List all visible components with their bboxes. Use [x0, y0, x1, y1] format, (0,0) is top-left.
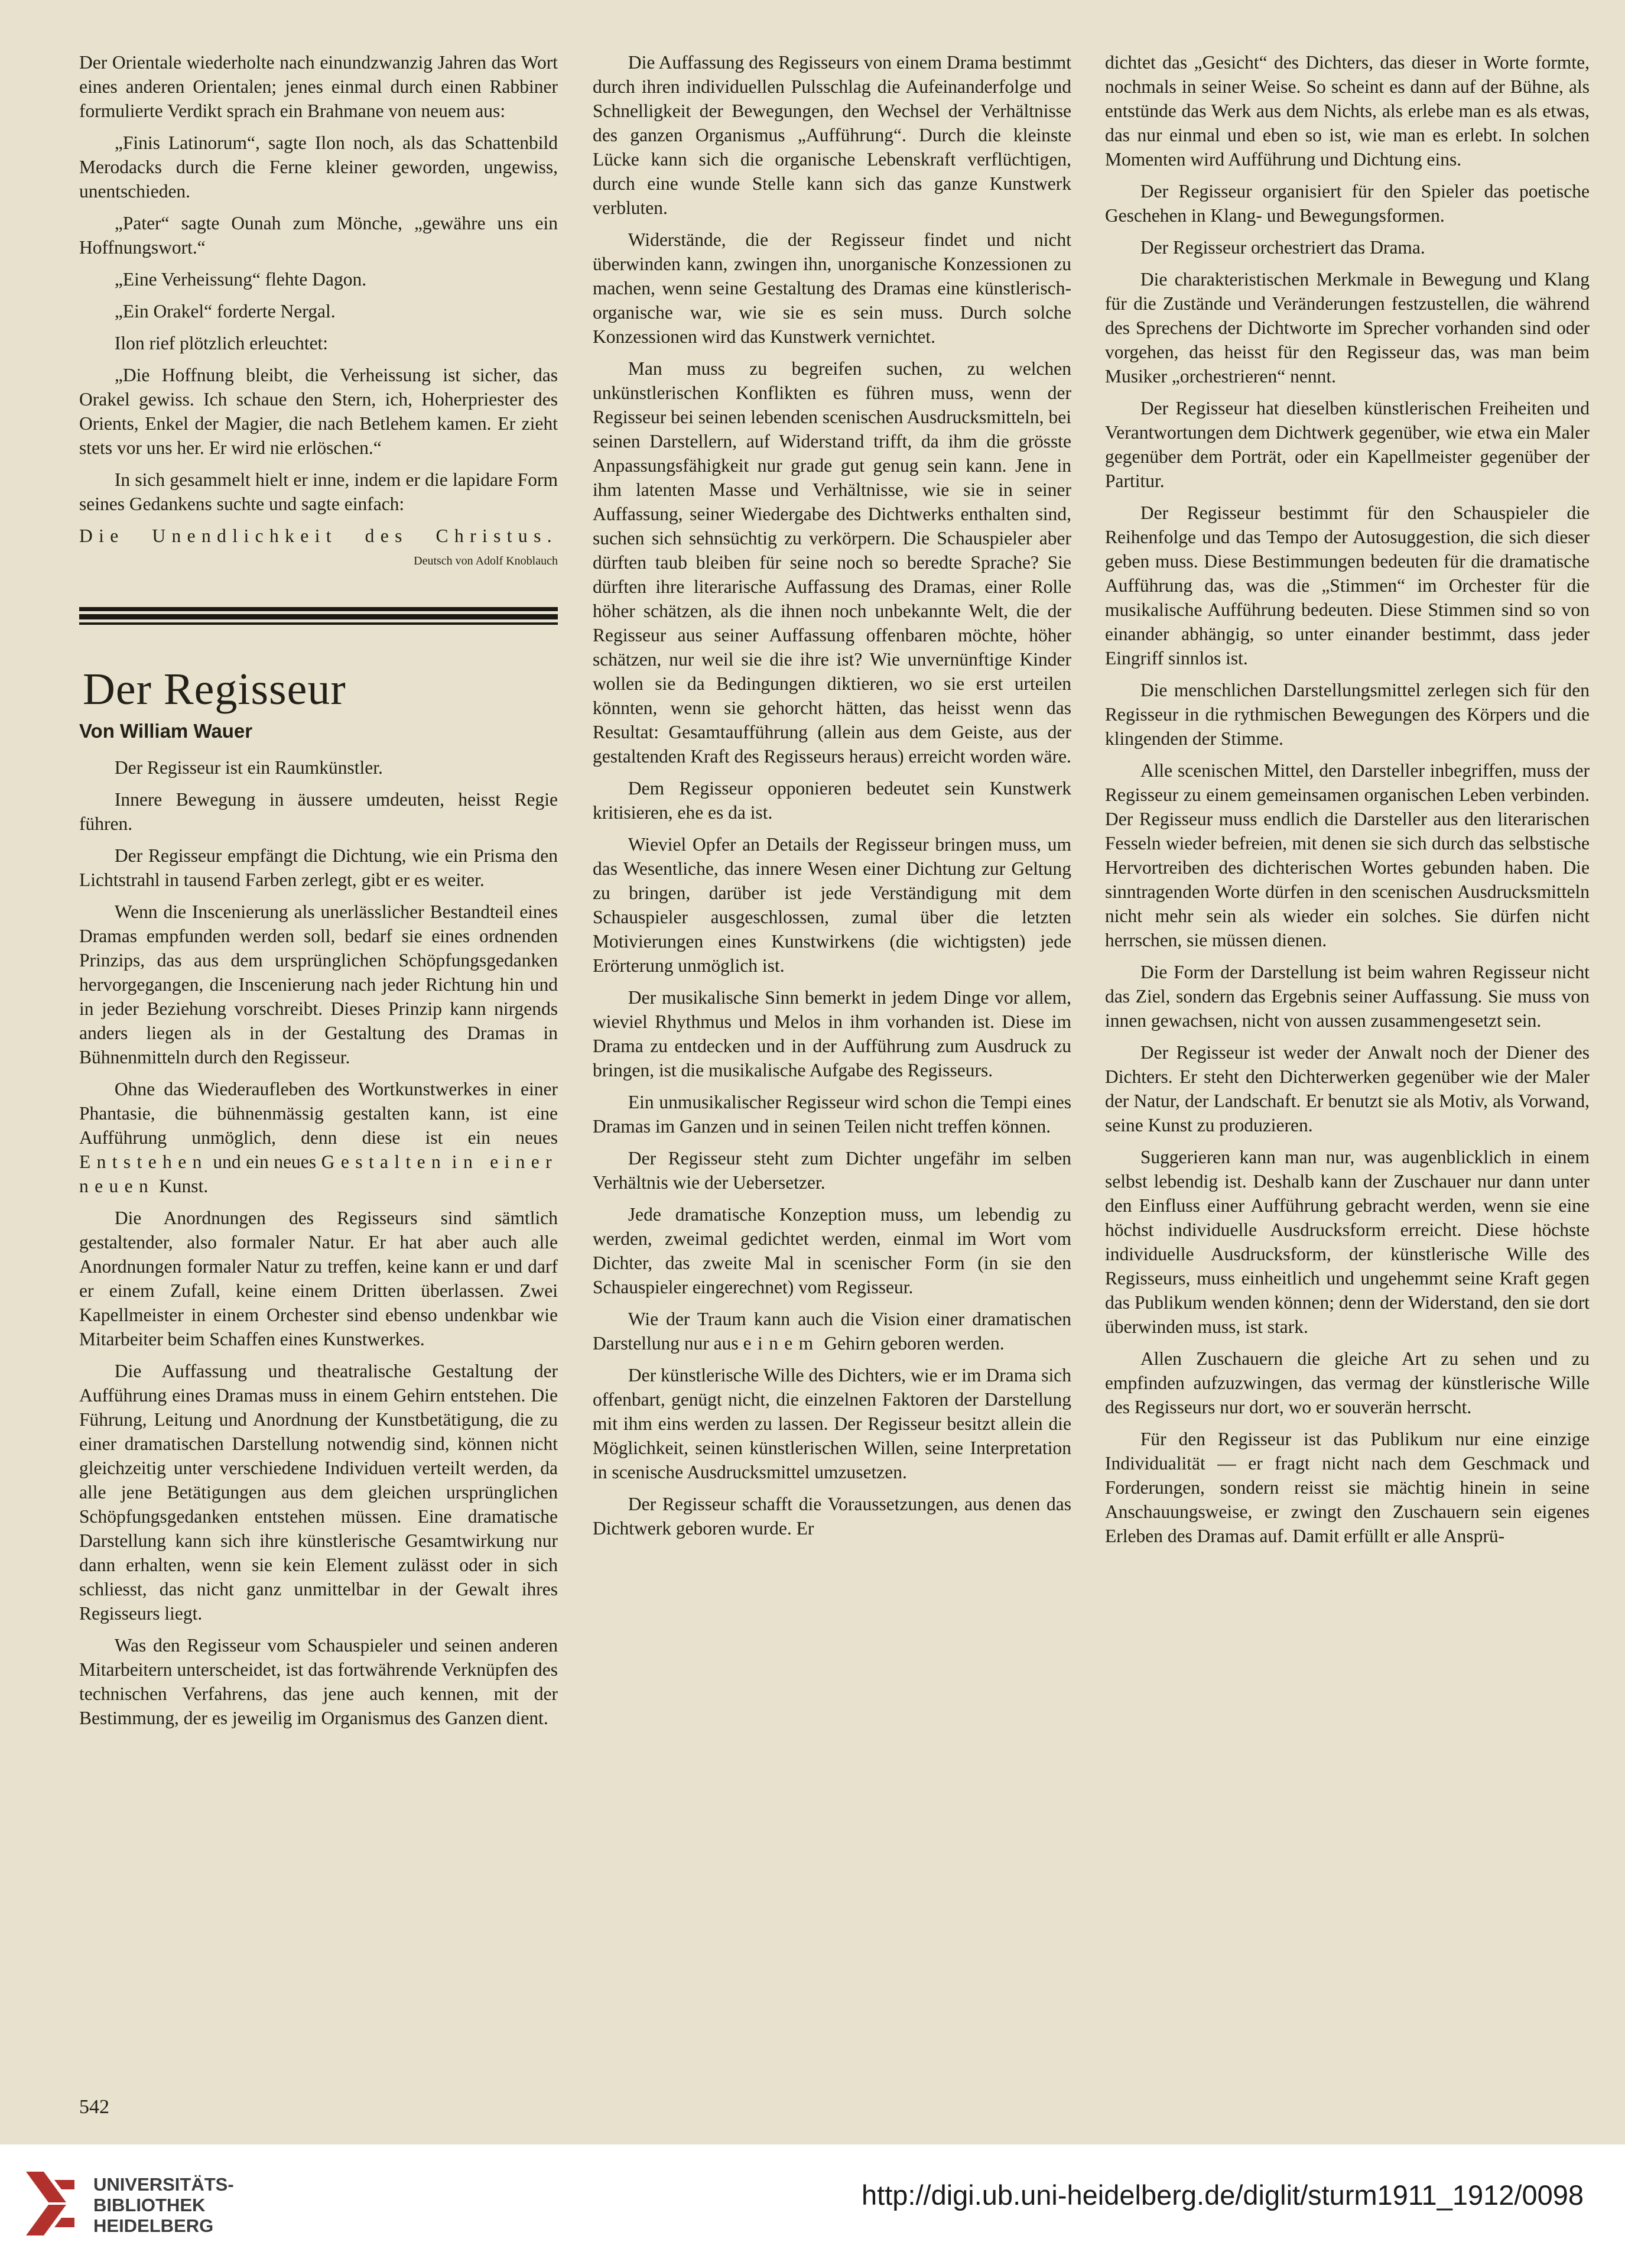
paragraph: Der Regisseur ist ein Raumkünstler. [114, 757, 383, 778]
paragraph: „Die Hoffnung bleibt, die Verheissung ist sicher, das Orakel gewiss. Ich schaue den Stern, ich, Hoherpriester des Orients, Enkel der Magier, die nach Betlehem kamen. Er zieht stets vor uns her. Er wird nie erlöschen.“ [79, 365, 558, 458]
text-run: Gehirn geboren werden. [824, 1333, 1005, 1354]
paragraph: Suggerieren kann man nur, was augenblicklich in einem selbst lebendig ist. Deshalb kann der Zuschauer nur dann unter den Einfluss einer Aufführung gebracht werden, wenn sie eine höchst individuelle Ausdrucksform erreicht. Diese höchste individuelle Ausdrucksform, der künstlerische Wille des Regisseurs, muss einheitlich und ungehemmt seine Kraft gegen das Publikum wenden können; denn der Widerstand, den sie dort überwinden muss, ist stark. [1105, 1147, 1590, 1337]
paragraph: „Ein Orakel“ forderte Nergal. [114, 301, 336, 322]
paragraph: Die Auffassung des Regisseurs von einem Drama bestimmt durch ihren individuellen Pulsschlag die Aufeinanderfolge und Schnelligkeit der Bewegungen, den Wechsel der Verhältnisse des ganzen Organismus „Aufführung“. Durch die kleinste Lücke kann sich die organische Lebenskraft verflüchtigen, durch eine wunde Stelle kann sich das ganze Kunstwerk verbluten. [593, 52, 1071, 218]
article-title: Der Regisseur [83, 664, 346, 714]
translator-credit: Deutsch von Adolf Knoblauch [414, 554, 558, 567]
library-name-line: HEIDELBERG [93, 2215, 214, 2236]
library-name-line: BIBLIOTHEK [93, 2195, 206, 2215]
paragraph: „Pater“ sagte Ounah zum Mönche, „gewähre uns ein Hoffnungswort.“ [79, 213, 558, 258]
paragraph [79, 1077, 558, 1198]
paragraph: Die menschlichen Darstellungsmittel zerlegen sich für den Regisseur in die rythmischen Bewegungen des Körpers und die klingenden der Stimme. [1105, 680, 1590, 749]
text-run: Ohne das Wiederaufleben des Wortkunstwerkes in einer Phantasie, die bühnenmässig gestalten kann, ist eine Aufführung unmöglich, denn diese ist ein neues [79, 1079, 558, 1148]
paragraph: Der Regisseur schafft die Voraussetzungen, aus denen das Dichtwerk geboren wurde. Er [593, 1494, 1071, 1539]
text-run: und ein neues [213, 1151, 317, 1172]
paragraph: Der Orientale wiederholte nach einundzwanzig Jahren das Wort eines anderen Orientalen; jenes einmal durch einen Rabbiner formulierte Verdikt sprach ein Brahmane von neuem aus: [79, 52, 558, 121]
digitization-footer [0, 2144, 1625, 2268]
paragraph [593, 1307, 1071, 1355]
spaced-text: einem [743, 1333, 820, 1354]
paragraph: Ilon rief plötzlich erleuchtet: [114, 333, 329, 353]
paragraph: Der Regisseur empfängt die Dichtung, wie ein Prisma den Lichtstrahl in tausend Farben zerlegt, gibt er es weiter. [79, 845, 558, 890]
spaced-text: neuen [79, 1176, 155, 1196]
text-column-3 [1105, 50, 1590, 1556]
paragraph: Wieviel Opfer an Details der Regisseur bringen muss, um das Wesentliche, das innere Wesen einer Dichtung zur Geltung zu bringen, darüber ist jede Verständigung mit dem Schauspieler ausgeschlossen, zumal über die letzten Motivierungen eines Kunstwirkens (die wichtigsten) jede Erörterung unmöglich ist. [593, 834, 1071, 976]
paragraph: Man muss zu begreifen suchen, zu welchen unkünstlerischen Konflikten es führen muss, wenn der Regisseur bei seinen lebenden scenischen Ausdrucksmitteln, bei seinen Darstellern, auf Widerstand trifft, da ihm die grösste Anpassungsfähigkeit nur grade gut genug sein kann. Jene in ihm latenten Masse und Verhältnisse, wie sie in seiner Auffassung, seiner Wiedergabe des Dichtwerks enthalten sind, suchen sich sehnsüchtig zu verkörpern. Die Schauspieler aber dürften taub bleiben für seine noch so beredte Sprache? Sie dürften ihre literarische Auffassung des Dramas, einer Rolle höher schätzen, als die ihnen noch unbekannte Welt, die der Regisseur aus seiner Auffassung offenbaren möchte, höher schätzen, nur weil sie die ihre ist? Wie unvernünftige Kinder wollen sie da Bedingungen diktieren, wo sie erst urteilen könnten, wenn sie gehorcht hätten, das heisst wenn das Resultat: Gesamtaufführung (allein aus dem Geiste, aus der gestaltenden Kraft des Regisseurs heraus) erreicht worden wäre. [593, 358, 1071, 767]
paragraph: Allen Zuschauern die gleiche Art zu sehen und zu empfinden aufzuzwingen, das vermag der künstlerische Wille des Regisseurs nur dort, wo er souverän herrscht. [1105, 1348, 1590, 1417]
story-closing-line: Die Unendlichkeit des Christus. [79, 525, 558, 546]
paragraph: Jede dramatische Konzeption muss, um lebendig zu werden, zweimal gedichtet werden, einmal im Wort vom Dichter, das zweite Mal in scenischer Form (in sie den Schauspieler eingerechnet) vom Regisseur. [593, 1204, 1071, 1297]
paragraph: Die Anordnungen des Regisseurs sind sämtlich gestaltender, also formaler Natur. Er hat aber auch alle Anordnungen formaler Natur zu treffen, keine kann er und darf er einem Zufall, keine einem Dritten überlassen. Zwei Kapellmeister in einem Orchester sind ebenso undenkbar wie Mitarbeiter beim Schaffen eines Kunstwerkes. [79, 1208, 558, 1349]
text-run: Kunst. [159, 1176, 209, 1196]
spaced-text: Gestalten [321, 1151, 447, 1172]
paragraph: Wenn die Inscenierung als unerlässlicher Bestandteil eines Dramas empfunden werden soll, bedarf sie eines ordnenden Prinzips, das aus dem ursprünglichen Schöpfungsgedanken hervorgegangen, die Inscenierung nach jeder Richtung hin und in jeder Beziehung vorschreibt. Dieses Prinzip kann nirgends anders liegen als in der Gestaltung des Dramas in Bühnenmitteln durch den Regisseur. [79, 901, 558, 1068]
text-run: Wie der Traum kann auch die Vision einer dramatischen Darstellung nur aus [593, 1309, 1071, 1354]
paragraph: Der Regisseur ist weder der Anwalt noch der Diener des Dichters. Er steht den Dichterwerken gegenüber wie der Maler der Natur, der Landschaft. Er benutzt sie als Motiv, als Vorwand, seine Kunst zu produzieren. [1105, 1042, 1590, 1135]
paragraph: Ein unmusikalischer Regisseur wird schon die Tempi eines Dramas im Ganzen und in seinen Teilen nicht treffen können. [593, 1092, 1071, 1137]
paragraph: „Eine Verheissung“ flehte Dagon. [114, 269, 367, 290]
paragraph: Die charakteristischen Merkmale in Bewegung und Klang für die Zustände und Veränderungen festzustellen, die während des Sprechens der Dichtworte im Sprecher vorhanden sind oder vorgehen, das heisst für den Regisseur das, was man beim Musiker „orchestrieren“ nennt. [1105, 269, 1590, 387]
paragraph: Der Regisseur organisiert für den Spieler das poetische Geschehen in Klang- und Bewegungsformen. [1105, 181, 1590, 226]
paragraph: Was den Regisseur vom Schauspieler und seinen anderen Mitarbeitern unterscheidet, ist das fortwährende Verknüpfen des technischen Verfahrens, das jene auch kennen, mit der Bestimmung, der es jeweilig im Organismus des Ganzen dient. [79, 1635, 558, 1728]
spaced-text: in einer [451, 1151, 558, 1172]
paragraph: Widerstände, die der Regisseur findet und nicht überwinden kann, zwingen ihn, unorganische Konzessionen zu machen, wenn seine Gestaltung des Dramas eine künstlerisch-organische war, wie sie es sein muss. Durch solche Konzessionen wird das Kunstwerk vernichtet. [593, 229, 1071, 347]
page-number: 542 [79, 2096, 109, 2118]
paragraph: Der Regisseur orchestriert das Drama. [1140, 237, 1425, 258]
text-column-1 [79, 50, 558, 1738]
source-url-link[interactable]: http://digi.ub.uni-heidelberg.de/diglit/sturm1911_1912/0098 [862, 2179, 1584, 2211]
heidelberg-library-logo-icon[interactable] [18, 2168, 83, 2239]
paragraph: Die Form der Darstellung ist beim wahren Regisseur nicht das Ziel, sondern das Ergebnis seiner Auffassung. Sie muss von innen gewachsen, nicht von aussen zusammengesetzt sein. [1105, 962, 1590, 1031]
paragraph: Der Regisseur bestimmt für den Schauspieler die Reihenfolge und das Tempo der Autosuggestion, die sich dieser geben muss. Diese Bestimmungen bedeuten für die dramatische Aufführung das, was die „Stimmen“ im Orchester für die musikalische Aufführung bedeuten. Diese Stimmen sind so von einander abhängig, so unter einander bestimmt, dass jeder Eingriff sinnlos ist. [1105, 502, 1590, 669]
paragraph: „Finis Latinorum“, sagte Ilon noch, als das Schattenbild Merodacks durch die Ferne kleiner geworden, ungewiss, unentschieden. [79, 132, 558, 202]
paragraph: Der Regisseur hat dieselben künstlerischen Freiheiten und Verantwortungen dem Dichtwerk gegenüber, wie etwa ein Maler gegenüber dem Porträt, oder ein Kapellmeister gegenüber der Partitur. [1105, 398, 1590, 491]
paragraph: Alle scenischen Mittel, den Darsteller inbegriffen, muss der Regisseur zu einem gemeinsamen organischen Leben verbinden. Der Regisseur muss endlich die Darsteller aus den literarischen Fesseln wieder befreien, mit denen sie sich durch das selbstische Hervortreiben des dichterischen Wortes gebunden haben. Die sinntragenden Worte dürfen in den scenischen Ausdrucksmitteln nicht mehr sein als wieder ein solches. Sie dürfen nicht herrschen, sie müssen dienen. [1105, 760, 1590, 950]
library-name-line: UNIVERSITÄTS- [93, 2174, 234, 2195]
article-byline: Von William Wauer [79, 720, 253, 742]
text-column-2 [593, 50, 1071, 1548]
paragraph: Der Regisseur steht zum Dichter ungefähr im selben Verhältnis wie der Uebersetzer. [593, 1148, 1071, 1193]
paragraph: Der künstlerische Wille des Dichters, wie er im Drama sich offenbart, genügt nicht, die einzelnen Faktoren der Darstellung mit ihm eins werden zu lassen. Der Regisseur besitzt allein die Möglichkeit, seinen künstlerischen Willen, seine Interpretation in scenische Ausdrucksmittel umzusetzen. [593, 1365, 1071, 1482]
section-divider-rule [79, 605, 558, 627]
paragraph: In sich gesammelt hielt er inne, indem er die lapidare Form seines Gedankens suchte und sagte einfach: [79, 469, 558, 514]
paragraph: Dem Regisseur opponieren bedeutet sein Kunstwerk kritisieren, ehe es da ist. [593, 778, 1071, 823]
paragraph: Innere Bewegung in äussere umdeuten, heisst Regie führen. [79, 789, 558, 834]
paragraph: dichtet das „Gesicht“ des Dichters, das dieser in Worte formte, nochmals in seiner Weise. So scheint es dann auf der Bühne, als entstünde das Werk aus dem Nichts, als erlebe man es als etwas, das nur einmal und eben so ist, wie man es erlebt. In solchen Momenten wird Aufführung und Dichtung eins. [1105, 52, 1590, 170]
paragraph: Der musikalische Sinn bemerkt in jedem Dinge vor allem, wieviel Rhythmus und Melos in ihm vorhanden ist. Diese im Drama zu entdecken und in der Aufführung zum Ausdruck zu bringen, ist die musikalische Aufgabe des Regisseurs. [593, 987, 1071, 1081]
spaced-text: Entstehen [79, 1151, 208, 1172]
paragraph: Die Auffassung und theatralische Gestaltung der Aufführung eines Dramas muss in einem Gehirn entstehen. Die Führung, Leitung und Anordnung der Kunstbetätigung, die zu einer dramatischen Darstellung notwendig sind, können nicht gleichzeitig unter verschiedene Individuen verteilt werden, da alle jene Betätigungen aus dem gleichen ursprünglichen Schöpfungsgedanken entstehen müssen. Eine dramatische Darstellung kann sich ihre künstlerische Gesamtwirkung nur dann erhalten, wenn sie kein Element zulässt oder in sich schliesst, das nicht ganz unmittelbar in der Gewalt ihres Regisseurs liegt. [79, 1361, 558, 1624]
library-name [93, 2174, 234, 2236]
paragraph: Für den Regisseur ist das Publikum nur eine einzige Individualität — er fragt nicht nach dem Geschmack und Forderungen, sondern reisst sie mächtig hinein in seine Anschauungsweise, er zwingt den Zuschauern sein eigenes Erleben des Dramas auf. Damit erfüllt er alle Ansprü- [1105, 1429, 1590, 1546]
